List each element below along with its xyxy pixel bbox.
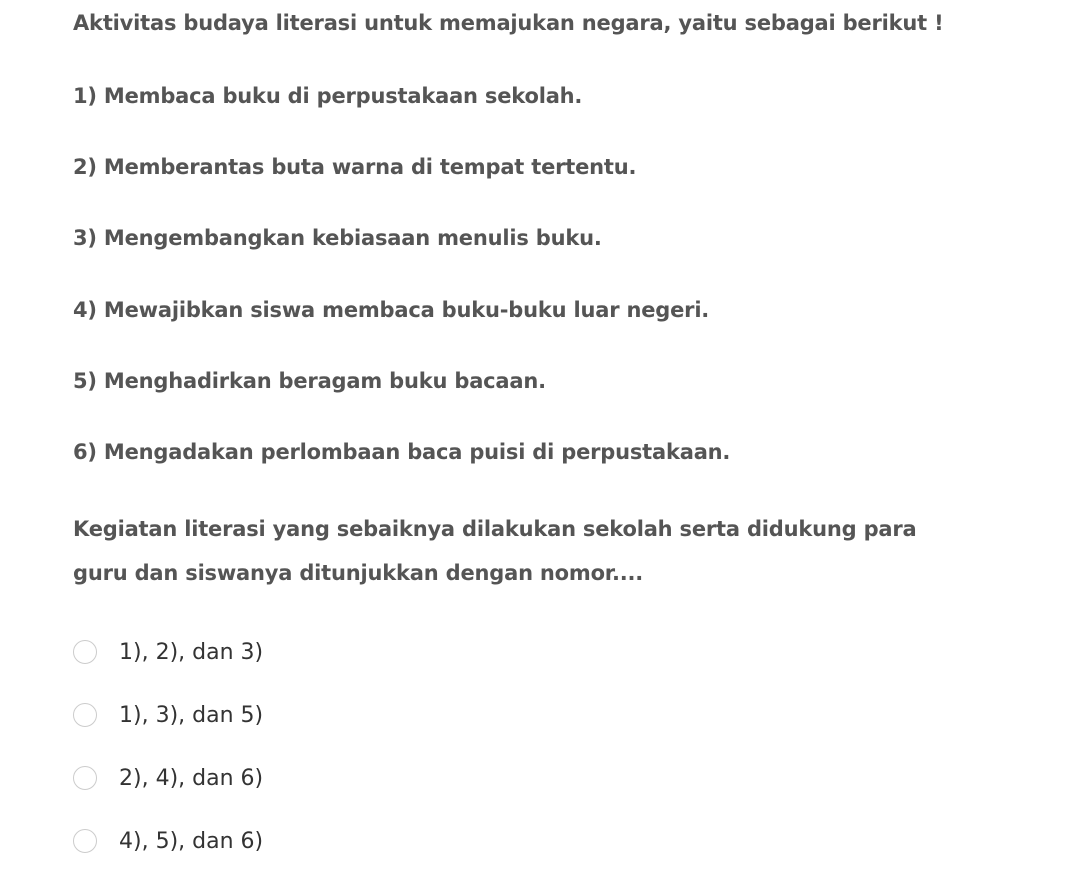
answer-option-label: 1), 3), dan 5)	[119, 702, 264, 728]
answer-option-c[interactable]	[73, 763, 263, 793]
radio-button-a[interactable]	[73, 640, 97, 664]
question-intro: Aktivitas budaya literasi untuk memajukan negara, yaitu sebagai berikut !	[73, 11, 944, 35]
statement-item-5: 5) Menghadirkan beragam buku bacaan.	[73, 369, 546, 393]
answer-option-label: 4), 5), dan 6)	[119, 828, 264, 854]
answer-option-a[interactable]	[73, 637, 263, 667]
answer-option-label: 2), 4), dan 6)	[119, 765, 264, 791]
radio-button-c[interactable]	[73, 766, 97, 790]
radio-button-b[interactable]	[73, 703, 97, 727]
radio-button-d[interactable]	[73, 829, 97, 853]
statement-item-6: 6) Mengadakan perlombaan baca puisi di perpustakaan.	[73, 440, 731, 464]
statement-item-2: 2) Memberantas buta warna di tempat tertentu.	[73, 155, 637, 179]
answer-option-label: 1), 2), dan 3)	[119, 639, 264, 665]
statement-item-1: 1) Membaca buku di perpustakaan sekolah.	[73, 84, 583, 108]
question-stem: Kegiatan literasi yang sebaiknya dilakukan sekolah serta didukung para guru dan siswanya ditunjukkan dengan nomor....	[73, 517, 917, 585]
answer-option-d[interactable]	[73, 826, 263, 856]
statement-item-4: 4) Mewajibkan siswa membaca buku-buku luar negeri.	[73, 298, 710, 322]
statement-item-3: 3) Mengembangkan kebiasaan menulis buku.	[73, 226, 602, 250]
answer-option-b[interactable]	[73, 700, 263, 730]
